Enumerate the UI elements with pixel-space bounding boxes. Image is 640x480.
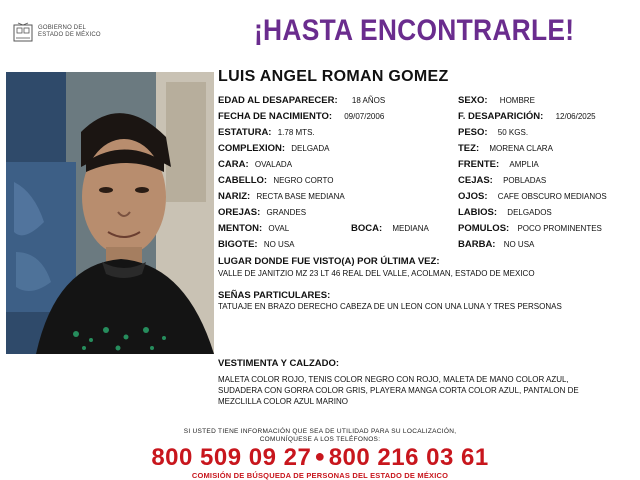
field-build: COMPLEXION: DELGADA (218, 143, 330, 154)
clothing-title: VESTIMENTA Y CALZADO: (218, 358, 340, 369)
marks-text: TATUAJE EN BRAZO DERECHO CABEZA DE UN LEON CON UNA LUNA Y TRES PERSONAS (218, 302, 562, 311)
contact-line-1: SI USTED TIENE INFORMACIÓN QUE SEA DE UTILIDAD PARA SU LOCALIZACIÓN, (183, 428, 457, 435)
footer-organization: COMISIÓN DE BÚSQUEDA DE PERSONAS DEL ESTADO DE MÉXICO (191, 471, 449, 480)
field-height: ESTATURA: 1.78 MTS. (218, 127, 315, 138)
field-complexion: TEZ: MORENA CLARA (458, 143, 553, 154)
field-mustache: BIGOTE: NO USA (218, 239, 295, 250)
missing-person-photo (6, 72, 214, 354)
phone-number-1[interactable]: 800 509 09 27 (151, 444, 312, 471)
org-line-1: GOBIERNO DEL (38, 25, 87, 31)
last-seen-title: LUGAR DONDE FUE VISTO(A) POR ÚLTIMA VEZ: (218, 256, 440, 267)
phone-number-2[interactable]: 800 216 03 61 (328, 444, 489, 471)
separator-dot-icon: ● (314, 446, 326, 466)
government-name (38, 25, 101, 39)
field-ears: OREJAS: GRANDES (218, 207, 307, 218)
person-portrait-image (6, 72, 214, 354)
field-sex: SEXO: HOMBRE (458, 95, 535, 106)
contact-instructions (0, 428, 640, 444)
field-beard: BARBA: NO USA (458, 239, 535, 250)
contact-line-2: COMUNÍQUESE A LOS TELÉFONOS: (259, 436, 381, 443)
field-face: CARA: OVALADA (218, 159, 293, 170)
field-eyebrows: CEJAS: POBLADAS (458, 175, 547, 186)
field-mouth: BOCA: MEDIANA (351, 223, 429, 234)
page-headline: ¡HASTA ENCONTRARLE! (254, 14, 575, 47)
last-seen-text: VALLE DE JANITZIO MZ 23 LT 46 REAL DEL VALLE, ACOLMAN, ESTADO DE MEXICO (218, 269, 535, 278)
field-eyes: OJOS: CAFE OBSCURO MEDIANOS (458, 191, 607, 202)
state-seal-icon (12, 22, 34, 44)
person-name: LUIS ANGEL ROMAN GOMEZ (218, 68, 449, 85)
field-forehead: FRENTE: AMPLIA (458, 159, 539, 170)
clothing-text: MALETA COLOR ROJO, TENIS COLOR NEGRO CON ROJO, MALETA DE MANO COLOR AZUL, SUDADERA CON GORRA COLOR GRIS, PLAYERA MANGA CORTA COLOR AZUL, PANTALON DE MEZCLILLA COLOR AZUL MARINO (218, 375, 579, 406)
field-nose: NARIZ: RECTA BASE MEDIANA (218, 191, 345, 202)
field-age: EDAD AL DESAPARECER: 18 AÑOS (218, 95, 386, 106)
field-hair: CABELLO: NEGRO CORTO (218, 175, 334, 186)
government-logo (12, 22, 132, 46)
phone-numbers (0, 444, 640, 472)
field-lips: LABIOS: DELGADOS (458, 207, 552, 218)
field-cheekbones: POMULOS: POCO PROMINENTES (458, 223, 602, 234)
field-disappearance-date: F. DESAPARICIÓN: 12/06/2025 (458, 111, 596, 122)
marks-title: SEÑAS PARTICULARES: (218, 290, 331, 301)
field-weight: PESO: 50 KGS. (458, 127, 529, 138)
field-chin: MENTON: OVAL (218, 223, 290, 234)
field-birthdate: FECHA DE NACIMIENTO: 09/07/2006 (218, 111, 385, 122)
org-line-2: ESTADO DE MÉXICO (38, 32, 101, 38)
